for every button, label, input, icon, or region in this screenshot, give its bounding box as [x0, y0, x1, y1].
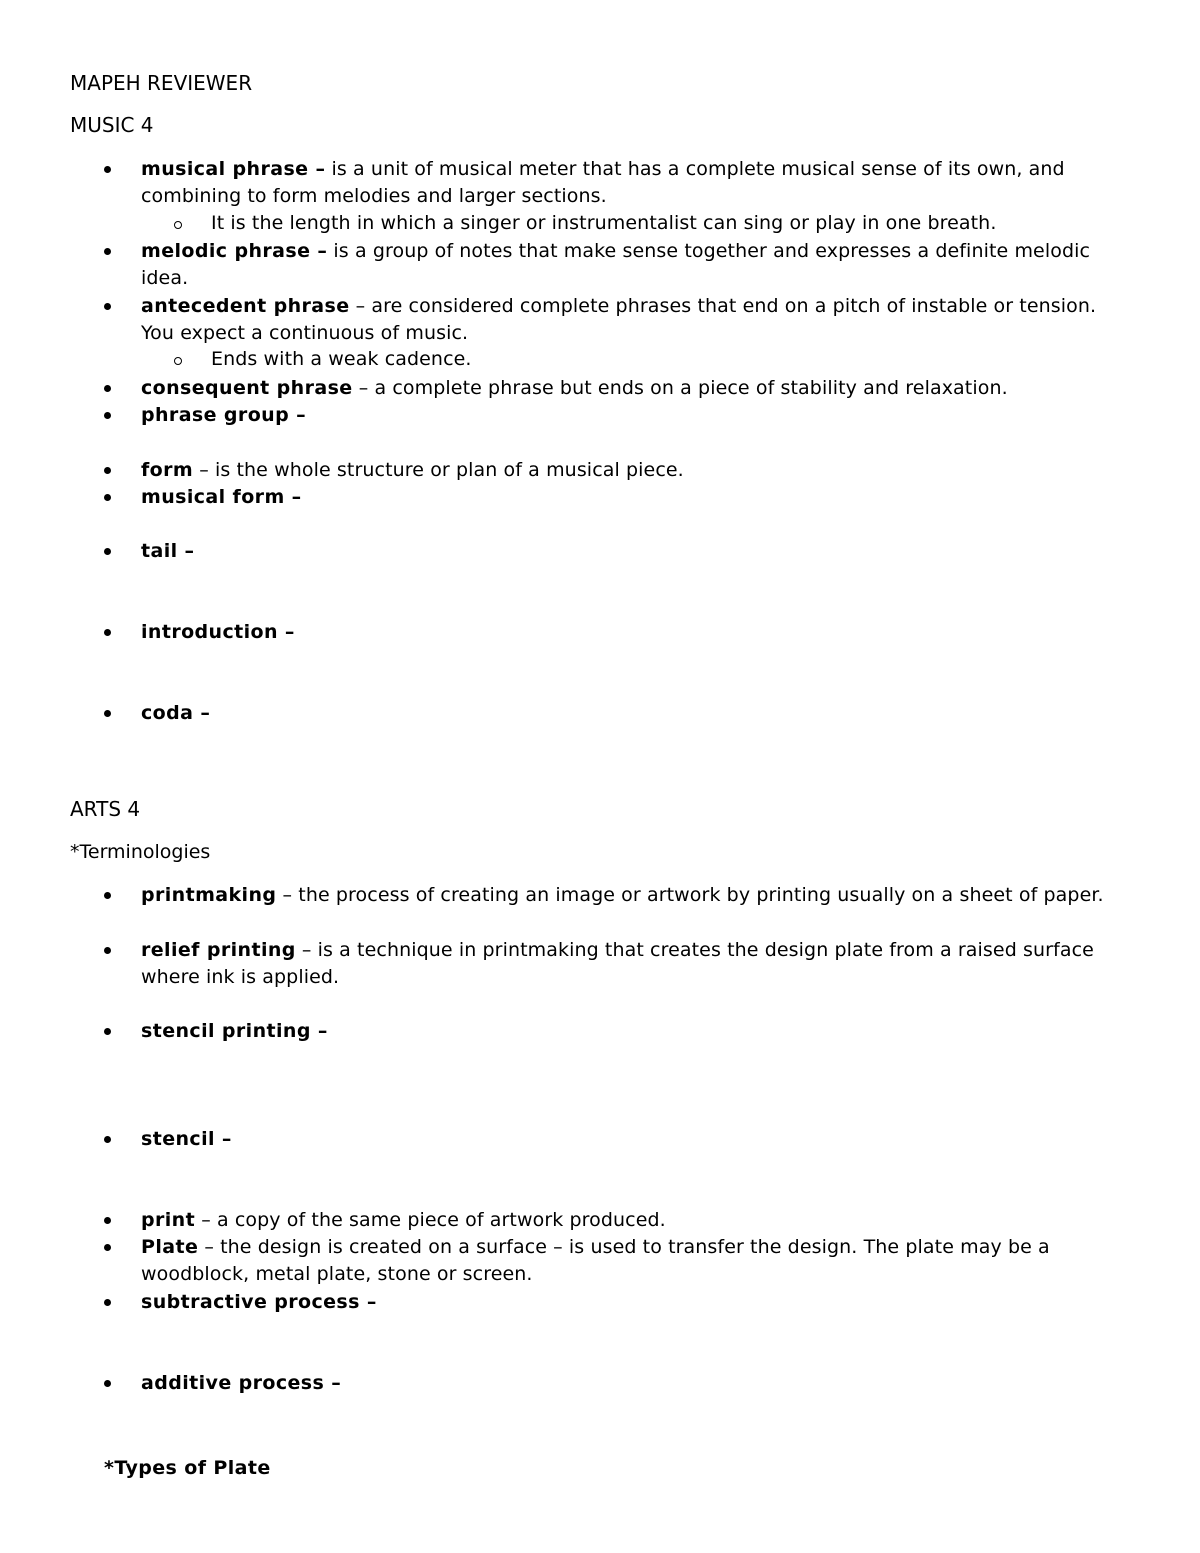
list-item	[141, 700, 1131, 727]
bullet-icon	[104, 892, 111, 899]
bullet-icon	[104, 494, 111, 501]
bullet-icon	[104, 1380, 111, 1387]
term-label: consequent phrase	[141, 377, 353, 399]
list-item	[141, 293, 1131, 347]
bullet-icon	[104, 710, 111, 717]
bullet-icon	[104, 303, 111, 310]
term-label: Plate	[141, 1236, 199, 1258]
list-item	[141, 937, 1131, 991]
term-label: musical form –	[141, 486, 302, 508]
term-label: form	[141, 459, 194, 481]
bullet-icon	[104, 629, 111, 636]
list-item	[141, 402, 1131, 429]
term-definition: – a copy of the same piece of artwork produced.	[195, 1209, 666, 1231]
sub-list-item	[211, 346, 1131, 373]
sub-item-text: It is the length in which a singer or instrumentalist can sing or play in one breath.	[211, 212, 997, 234]
term-label: print	[141, 1209, 196, 1231]
sub-list-item	[211, 210, 1131, 237]
term-label: melodic phrase –	[141, 240, 328, 262]
list-item	[141, 1370, 1131, 1397]
bullet-icon	[104, 412, 111, 419]
term-definition: – is a technique in printmaking that creates the design plate from a raised surface where ink is applied.	[141, 939, 1094, 988]
term-label: additive process –	[141, 1372, 342, 1394]
term-label: phrase group –	[141, 404, 306, 426]
term-label: stencil printing –	[141, 1020, 328, 1042]
types-of-plate-heading: *Types of Plate	[104, 1457, 271, 1479]
list-item	[141, 1234, 1131, 1288]
term-label: tail –	[141, 540, 195, 562]
list-item	[141, 1018, 1131, 1045]
bullet-icon	[104, 467, 111, 474]
term-label: subtractive process –	[141, 1291, 377, 1313]
document-title: MAPEH REVIEWER	[70, 71, 253, 95]
term-definition: is a unit of musical meter that has a complete musical sense of its own, and combining to form melodies and larger sections.	[141, 158, 1065, 207]
term-label: antecedent phrase	[141, 295, 350, 317]
list-item	[141, 1126, 1131, 1153]
bullet-icon	[104, 1299, 111, 1306]
term-label: musical phrase –	[141, 158, 326, 180]
list-item	[141, 375, 1131, 402]
list-item	[141, 538, 1131, 565]
sub-bullet-icon	[174, 357, 182, 365]
bullet-icon	[104, 548, 111, 555]
arts-heading: ARTS 4	[70, 797, 141, 821]
list-item	[141, 1207, 1131, 1234]
list-item	[141, 484, 1131, 511]
term-definition: – the design is created on a surface – is used to transfer the design. The plate may be a woodblock, metal plate, stone or screen.	[141, 1236, 1050, 1285]
term-definition: is a group of notes that make sense together and expresses a definite melodic idea.	[141, 240, 1091, 289]
bullet-icon	[104, 1244, 111, 1251]
bullet-icon	[104, 248, 111, 255]
arts-subheading: *Terminologies	[70, 841, 211, 863]
term-label: printmaking	[141, 884, 277, 906]
sub-item-text: Ends with a weak cadence.	[211, 348, 472, 370]
bullet-icon	[104, 1217, 111, 1224]
term-definition: – the process of creating an image or artwork by printing usually on a sheet of paper.	[276, 884, 1104, 906]
music-heading: MUSIC 4	[70, 113, 154, 137]
list-item	[141, 457, 1131, 484]
bullet-icon	[104, 166, 111, 173]
bullet-icon	[104, 1136, 111, 1143]
bullet-icon	[104, 947, 111, 954]
bullet-icon	[104, 385, 111, 392]
list-item	[141, 619, 1131, 646]
list-item	[141, 156, 1131, 210]
term-definition: – are considered complete phrases that end on a pitch of instable or tension. You expect a continuous of music.	[141, 295, 1097, 344]
sub-bullet-icon	[174, 221, 182, 229]
bullet-icon	[104, 1028, 111, 1035]
list-item	[141, 882, 1131, 909]
list-item	[141, 1289, 1131, 1316]
term-label: introduction –	[141, 621, 295, 643]
list-item	[141, 238, 1131, 292]
term-label: stencil –	[141, 1128, 232, 1150]
term-label: coda –	[141, 702, 211, 724]
term-definition: – is the whole structure or plan of a musical piece.	[193, 459, 684, 481]
term-label: relief printing	[141, 939, 296, 961]
term-definition: – a complete phrase but ends on a piece of stability and relaxation.	[352, 377, 1008, 399]
